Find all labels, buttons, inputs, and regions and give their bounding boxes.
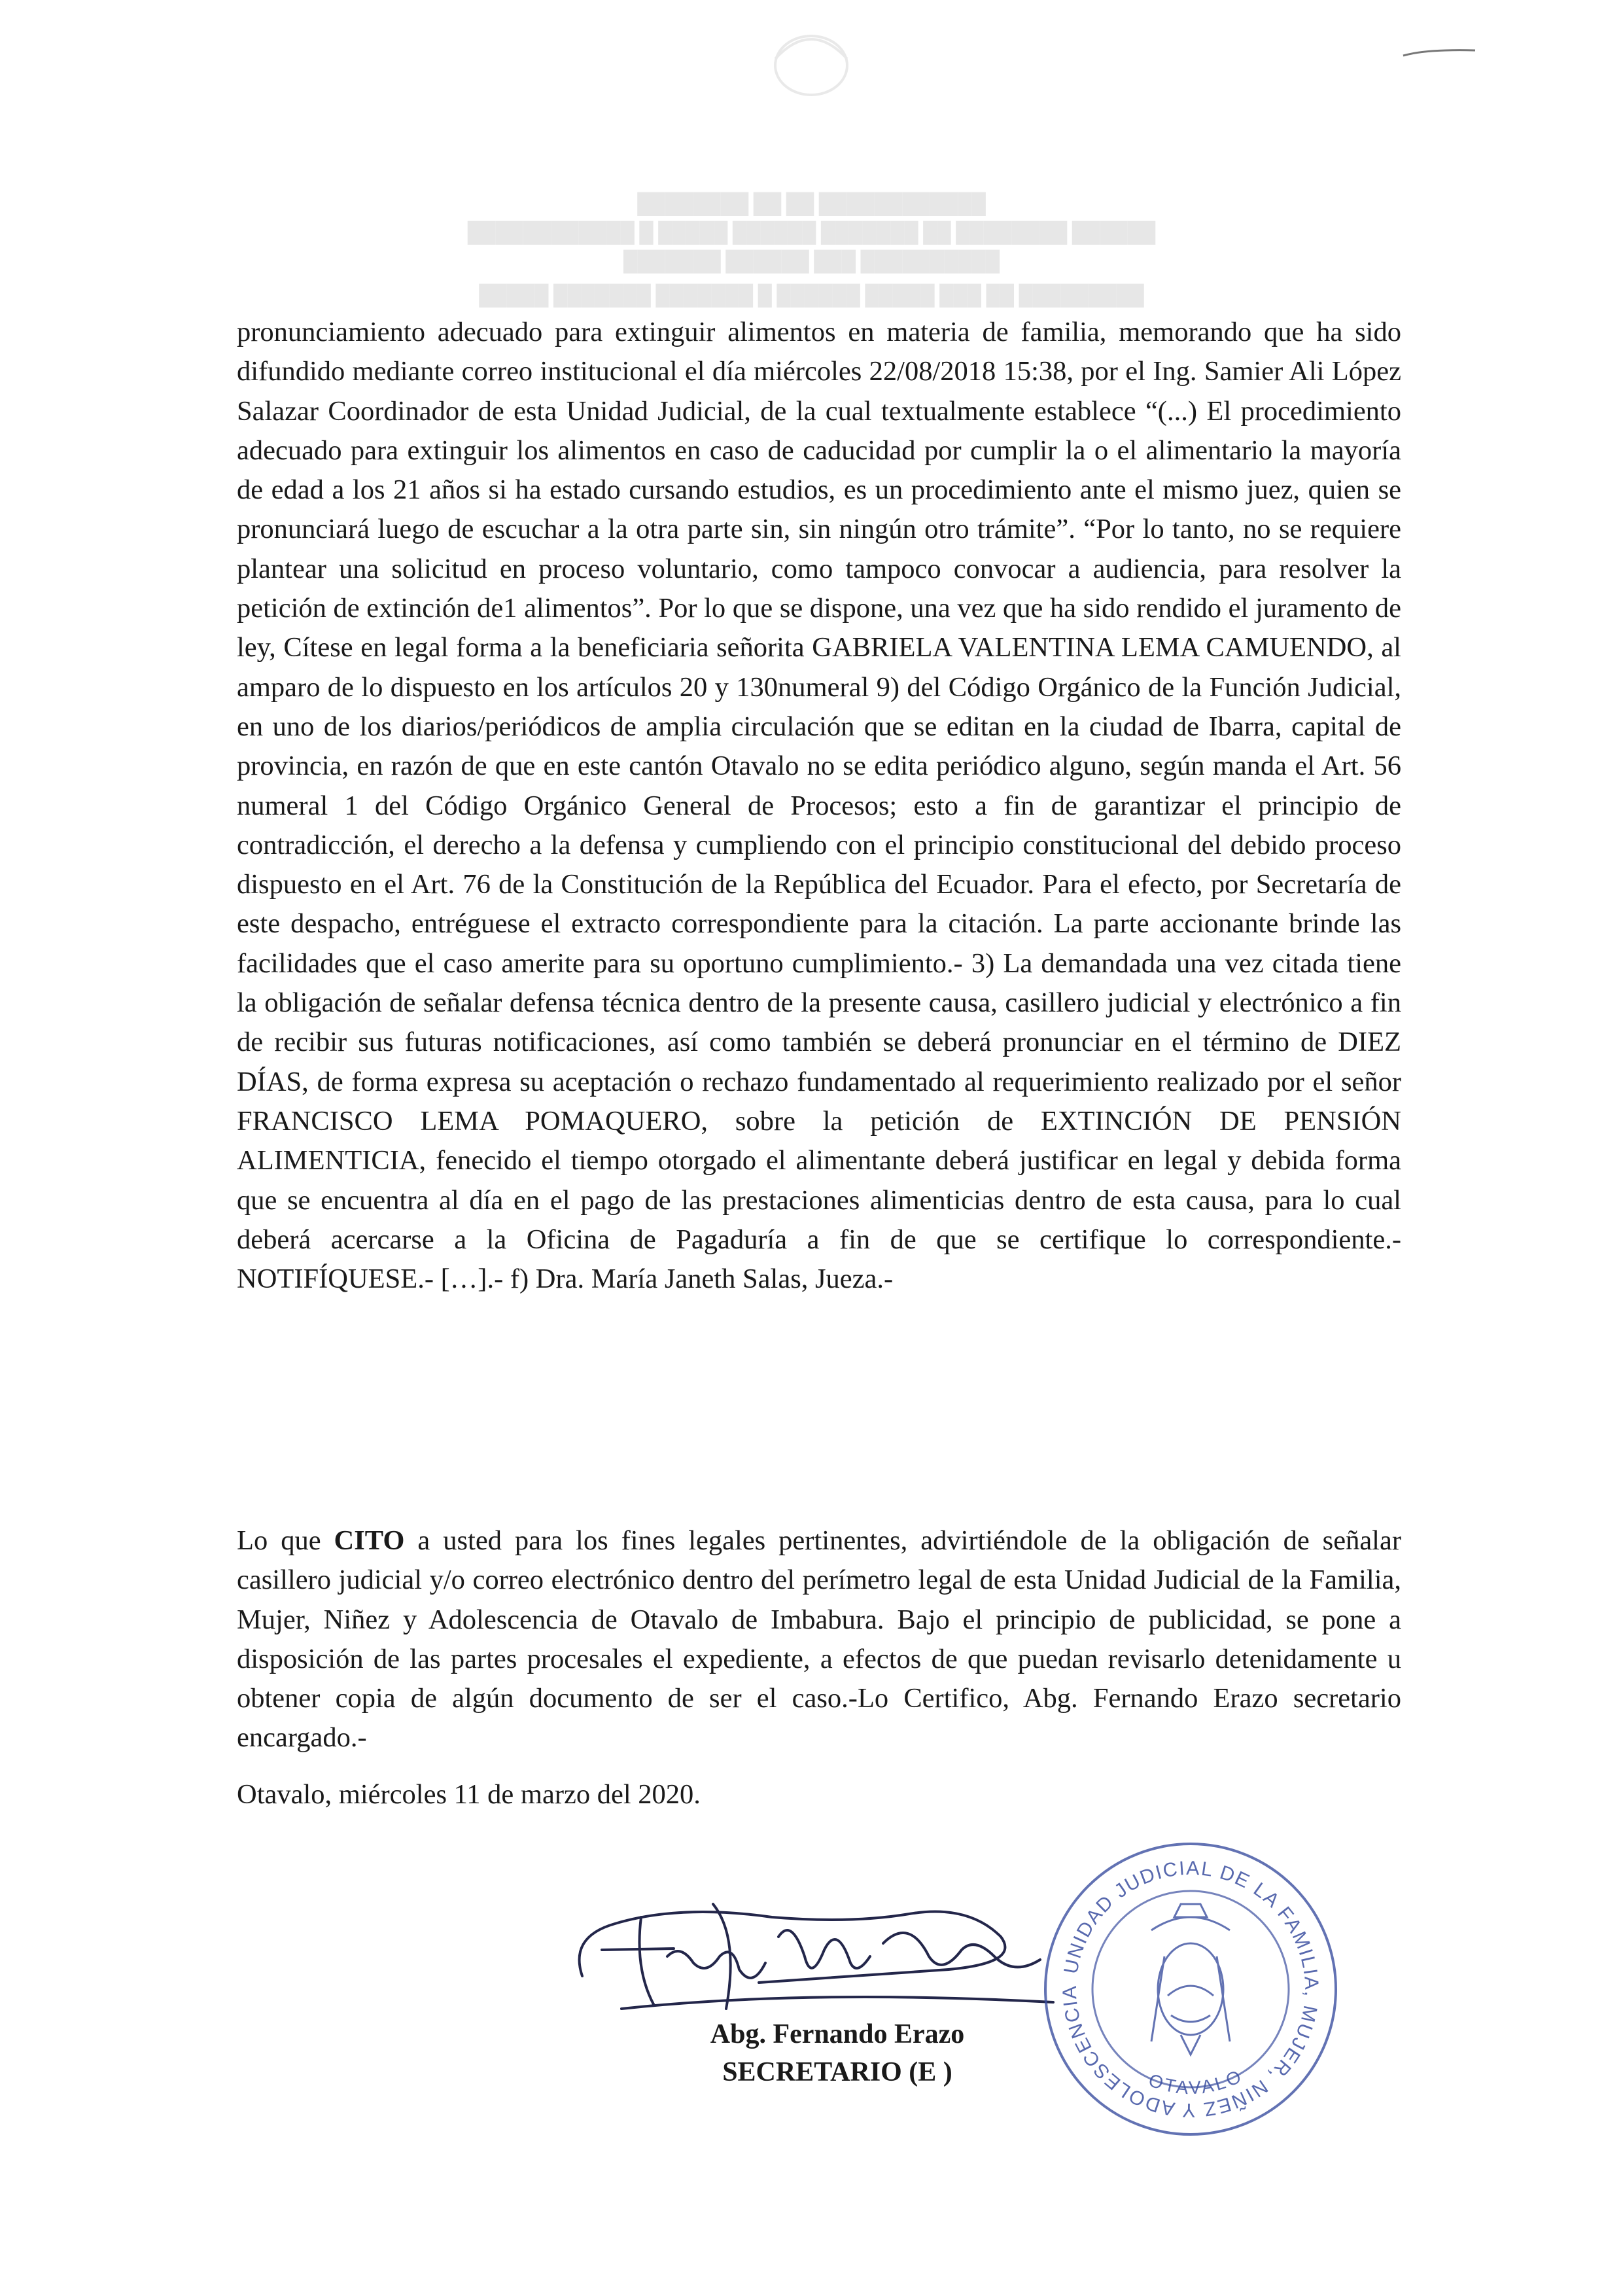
certification-paragraph xyxy=(237,1521,1401,1758)
handwritten-signature-icon xyxy=(543,1878,1079,2035)
bleed-through-line: ████████████ ██ ██ ████████ xyxy=(637,193,986,215)
cito-keyword: CITO xyxy=(334,1525,405,1556)
cito-body: a usted para los fines legales pertinentes, advirtiéndole de la obligación de señalar casillero judicial y/o correo electrónico dentro del perímetro legal de esta Unidad Judicial de la Familia, Mujer, Niñez y Adolescencia de Otavalo de Imbabura. Bajo el principio de publicidad, se pone a disposición de las partes procesales el expediente, a efectos de que puedan revisarlo detenidamente u obtener copia de algún documento de ser el caso.-Lo Certifico, Abg. Fernando Erazo secretario encargado.- xyxy=(237,1525,1402,1754)
cito-prefix: Lo que xyxy=(237,1525,334,1556)
signer-title: SECRETARIO (E ) xyxy=(722,2057,952,2087)
seal-ring-text: UNIDAD JUDICIAL DE LA FAMILIA, MUJER, NIÑEZ Y ADOLESCENCIA xyxy=(1058,1857,1323,2121)
bleed-through-line: ██████ ████████ ██ ███████ ██████ █████ █ ████████████ xyxy=(467,222,1156,243)
margin-pen-mark xyxy=(1400,36,1478,62)
court-seal xyxy=(1034,1832,1348,2146)
bleed-crest-icon xyxy=(756,20,867,118)
signer-name: Abg. Fernando Erazo xyxy=(710,2019,965,2049)
resolution-paragraph: pronunciamiento adecuado para extinguir alimentos en materia de familia, memorando que ha sido difundido mediante correo institucional el día miércoles 22/08/2018 15:38, por el Ing. Samier Ali López Salazar Coordinador de esta Unidad Judicial, de la cual textualmente establece “(...) El procedimiento adecuado para extinguir los alimentos en caso de caducidad por cumplir la o el alimentario la mayoría de edad a los 21 años si ha estado cursando estudios, es un procedimiento ante el mismo juez, quien se pronunciará luego de escuchar a la otra parte sin, sin ningún otro trámite”. “Por lo tanto, no se requiere plantear una solicitud en proceso voluntario, como tampoco convocar a audiencia, para resolver la petición de extinción de1 alimentos”. Por lo que se dispone, una vez que ha sido rendido el juramento de ley, Cítese en legal forma a la beneficiaria señorita GABRIELA VALENTINA LEMA CAMUENDO, al amparo de lo dispuesto en los artículos 20 y 130numeral 9) del Código Orgánico de la Función Judicial, en uno de los diarios/periódicos de amplia circulación que se editan en la ciudad de Ibarra, capital de provincia, en razón de que en este cantón Otavalo no se edita periódico alguno, según manda el Art. 56 numeral 1 del Código Orgánico General de Procesos; esto a fin de garantizar el principio de contradicción, el derecho a la defensa y cumpliendo con el principio constitucional del debido proceso dispuesto en el Art. 76 de la Constitución de la República del Ecuador. Para el efecto, por Secretaría de este despacho, entréguese el extracto correspondiente para la citación. La parte accionante brinde las facilidades que el caso amerite para su oportuno cumplimiento.- 3) La demandada una vez citada tiene la obligación de señalar defensa técnica dentro de la presente causa, casillero judicial y electrónico a fin de recibir sus futuras notificaciones, así como también se deberá pronunciar en el término de DIEZ DÍAS, de forma expresa su aceptación o rechazo fundamentado al requerimiento realizado por el señor FRANCISCO LEMA POMAQUERO, sobre la petición de EXTINCIÓN DE PENSIÓN ALIMENTICIA, fenecido el tiempo otorgado el alimentante deberá justificar en legal y debida forma que se encuentra al día en el pago de las prestaciones alimenticias dentro de esta causa, para lo cual deberá acercarse a la Oficina de Pagaduría a fin de que se certifique lo correspondiente.- NOTIFÍQUESE.- […].- f) Dra. María Janeth Salas, Jueza.- xyxy=(237,317,1401,1295)
date-line: Otavalo, miércoles 11 de marzo del 2020. xyxy=(237,1779,701,1810)
seal-bottom-text: OTAVALO xyxy=(1145,2065,1247,2098)
signer-block xyxy=(628,2015,1047,2091)
ecuador-coat-of-arms-icon xyxy=(1151,1904,1230,2055)
bleed-through-line: ██████████ ███ ██████ ███████ xyxy=(623,251,1000,272)
bleed-through-line: █████████ ██ ███ █████ ██████ █ ███████ ███████ █████ xyxy=(479,285,1144,306)
